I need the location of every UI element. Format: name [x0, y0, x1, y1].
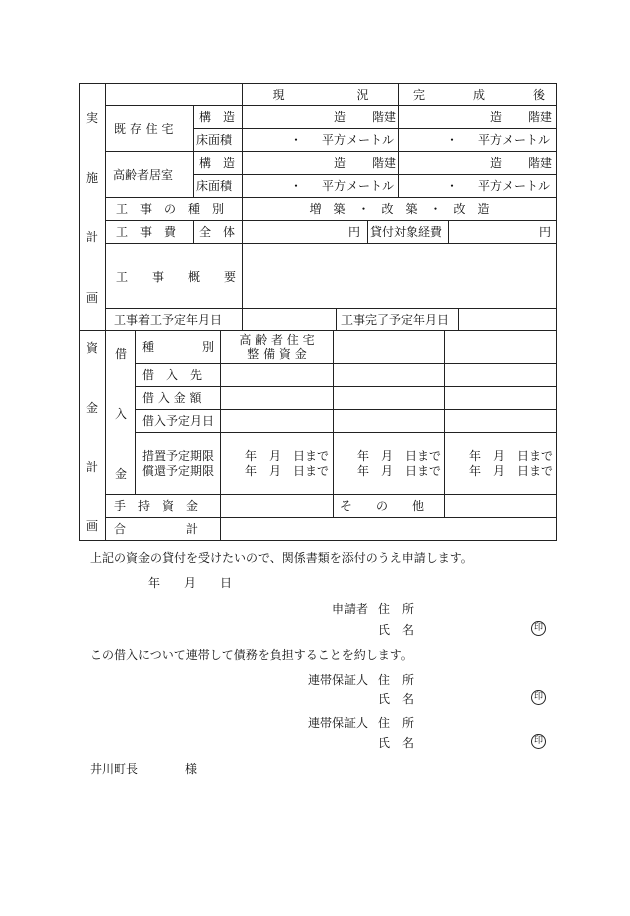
zo-text: 造 — [334, 156, 347, 170]
sqm-text: 平方メートル — [322, 179, 395, 193]
funds-char: 計 — [86, 460, 99, 474]
plan-char: 施 — [86, 171, 99, 185]
sama-label: 様 — [185, 762, 198, 776]
sqm-text: 平方メートル — [322, 133, 395, 147]
work-type-label: 工 事 の 種 別 — [116, 202, 225, 216]
applicant-label: 申請者 — [332, 602, 369, 616]
start-date-label: 工事着工予定年月日 — [114, 313, 223, 327]
end-date-label: 工事完了予定年月日 — [341, 313, 450, 327]
floor-area-label: 床面積 — [196, 179, 233, 193]
zo-text: 造 — [490, 156, 503, 170]
yen-text: 円 — [348, 225, 361, 239]
lender-label: 借 入 先 — [142, 368, 203, 382]
loan-char: 借 — [115, 347, 128, 361]
dot-text: ・ — [446, 179, 459, 193]
joint-statement: この借入について連帯して債務を負担することを約します。 — [90, 648, 413, 662]
name-label: 氏 名 — [378, 623, 415, 637]
seal-mark: 印 — [531, 690, 546, 705]
work-cost-label: 工 事 費 — [116, 225, 177, 239]
floor-area-label: 床面積 — [196, 133, 233, 147]
repay-period-label: 償還予定期限 — [142, 464, 215, 478]
dot-text: ・ — [290, 179, 303, 193]
loan-amount-label: 借 入 金 額 — [142, 391, 202, 405]
dot-text: ・ — [290, 133, 303, 147]
existing-house-label: 既 存 住 宅 — [114, 122, 174, 136]
zo-text: 造 — [490, 110, 503, 124]
defer-period-label: 措置予定期限 — [142, 449, 215, 463]
dot-text: ・ — [446, 133, 459, 147]
funds-char: 金 — [86, 401, 99, 415]
zo-text: 造 — [334, 110, 347, 124]
sqm-text: 平方メートル — [478, 133, 551, 147]
kind-label: 種 別 — [142, 340, 215, 354]
kaidate-text: 階建 — [372, 110, 397, 124]
fund-title-line2: 整 備 資 金 — [247, 347, 307, 361]
own-funds-label: 手 持 資 金 — [114, 499, 199, 513]
sqm-text: 平方メートル — [478, 179, 551, 193]
loan-date-label: 借入予定月日 — [142, 414, 215, 428]
structure-label: 構 造 — [199, 110, 236, 124]
loan-char: 金 — [115, 467, 128, 481]
plan-char: 実 — [86, 111, 99, 125]
elderly-room-label: 高齢者居室 — [113, 168, 174, 182]
header-current: 現 況 — [272, 88, 369, 102]
total-label: 全 体 — [199, 225, 236, 239]
header-after: 完 成 後 — [413, 88, 546, 102]
guarantor-label: 連帯保証人 — [308, 673, 369, 687]
other-label: そ の 他 — [340, 499, 425, 513]
until-text: 年 月 日まで — [357, 449, 442, 463]
until-text: 年 月 日まで — [245, 464, 330, 478]
until-text: 年 月 日まで — [469, 449, 554, 463]
yen-text: 円 — [539, 225, 552, 239]
work-type-value: 増 築 ・ 改 築 ・ 改 造 — [309, 202, 490, 216]
address-label: 住 所 — [378, 673, 415, 687]
seal-mark: 印 — [531, 734, 546, 749]
address-label: 住 所 — [378, 716, 415, 730]
address-label: 住 所 — [378, 602, 415, 616]
name-label: 氏 名 — [378, 736, 415, 750]
funds-char: 画 — [86, 519, 99, 533]
structure-label: 構 造 — [199, 156, 236, 170]
kaidate-text: 階建 — [528, 110, 553, 124]
name-label: 氏 名 — [378, 692, 415, 706]
guarantor-label: 連帯保証人 — [308, 716, 369, 730]
date-line: 年 月 日 — [148, 576, 233, 590]
until-text: 年 月 日まで — [469, 464, 554, 478]
loan-cost-label: 貸付対象経費 — [370, 225, 443, 239]
funds-char: 資 — [86, 341, 99, 355]
fund-title-line1: 高 齢 者 住 宅 — [239, 333, 315, 347]
kaidate-text: 階建 — [528, 156, 553, 170]
grand-total-label: 合 計 — [114, 522, 199, 536]
kaidate-text: 階建 — [372, 156, 397, 170]
seal-mark: 印 — [531, 621, 546, 636]
plan-char: 計 — [86, 230, 99, 244]
mayor-label: 井川町長 — [90, 762, 139, 776]
until-text: 年 月 日まで — [245, 449, 330, 463]
loan-char: 入 — [115, 407, 128, 421]
until-text: 年 月 日まで — [357, 464, 442, 478]
plan-char: 画 — [86, 291, 99, 305]
application-statement: 上記の資金の貸付を受けたいので、関係書類を添付のうえ申請します。 — [90, 551, 473, 565]
work-summary-label: 工 事 概 要 — [116, 270, 237, 284]
